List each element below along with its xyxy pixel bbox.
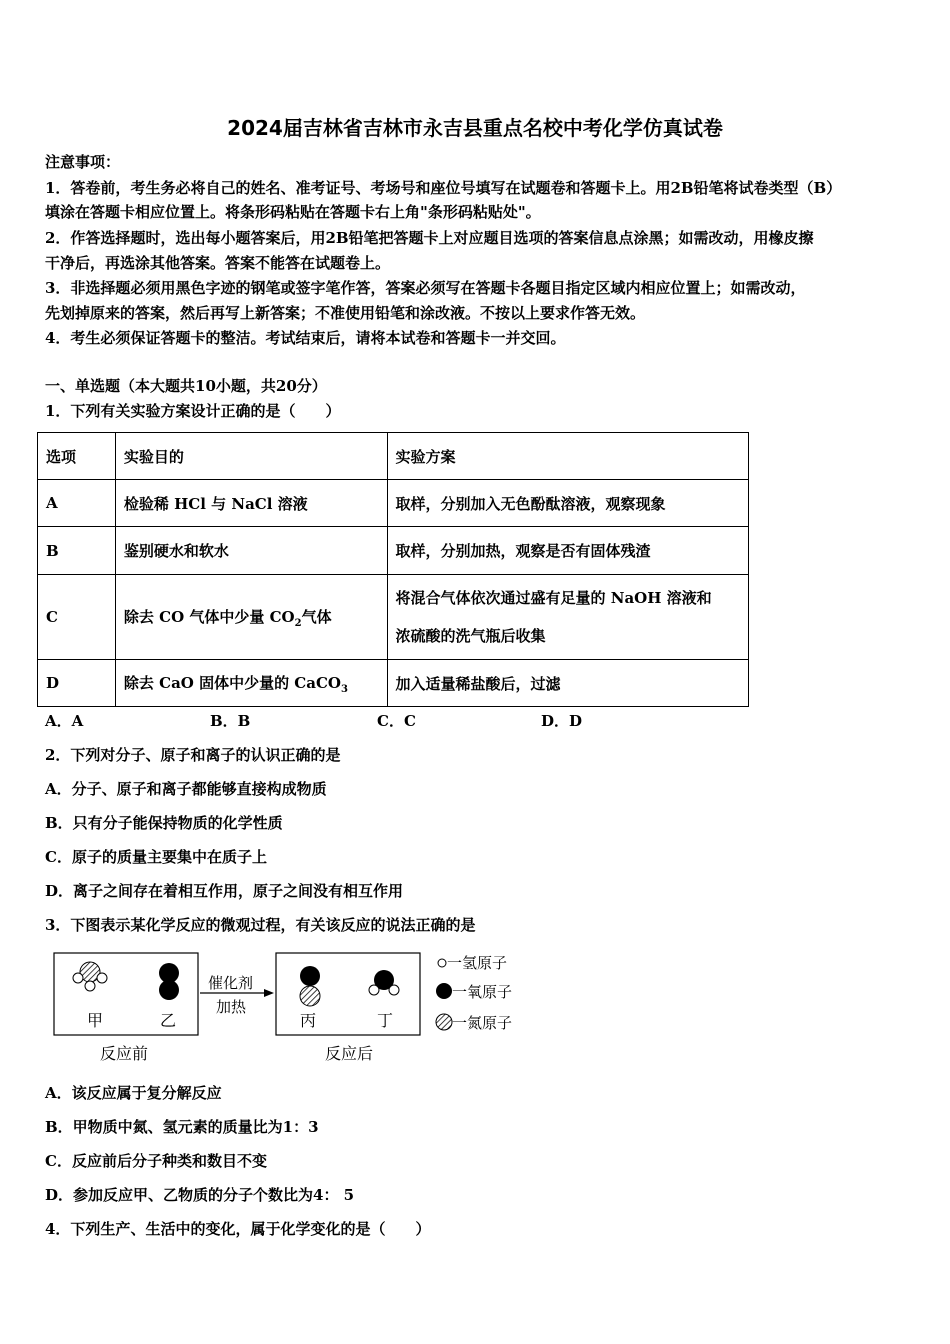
table-cell-option: A [38,480,116,527]
table-header-row [38,433,749,480]
purpose-text: 除去 CO 气体中少量 CO [123,607,295,626]
table-cell-purpose: 鉴别硬水和软水 [115,527,387,575]
oxygen-molecule [159,963,179,1000]
legend-oxygen: 一氧原子 [452,983,513,1001]
q1-stem: 1．下列有关实验方案设计正确的是（ ） [45,402,341,420]
label-ding: 丁 [377,1011,394,1030]
purpose-text: 除去 CaO 固体中少量的 CaCO [123,673,341,692]
legend-oxygen-icon [436,983,452,999]
q4-stem: 4．下列生产、生活中的变化，属于化学变化的是（ ） [45,1220,431,1238]
legend-nitrogen: 一氮原子 [452,1014,513,1032]
purpose-text: 气体 [301,607,332,626]
table-row [38,480,749,527]
q2-stem: 2．下列对分子、原子和离子的认识正确的是 [45,746,341,764]
q1-choice-a: A．A [45,712,84,730]
table-cell-plan: 取样，分别加入无色酚酞溶液，观察现象 [387,480,748,527]
q3-option-b: B．甲物质中氮、氢元素的质量比为1：3 [45,1118,319,1136]
table-row [38,575,749,660]
q3-option-d: D．参加反应甲、乙物质的分子个数比为4： 5 [45,1186,355,1204]
notice-line: 填涂在答题卡相应位置上。将条形码粘贴在答题卡右上角"条形码粘贴处"。 [45,203,541,221]
legend-hydrogen-icon [438,959,446,967]
caption-before: 反应前 [100,1044,149,1063]
arrow-head-icon [264,989,274,997]
table-cell-plan: 加入适量稀盐酸后，过滤 [387,660,748,707]
notice-line: 3．非选择题必须用黑色字迹的钢笔或签字笔作答，答案必须写在答题卡各题目指定区域内相应位置上；如需改动， [45,279,806,297]
q2-option-d: D．离子之间存在着相互作用，原子之间没有相互作用 [45,882,404,900]
q1-choice-c: C．C [377,712,416,730]
legend-nitrogen-icon [436,1014,452,1030]
plan-line: 浓硫酸的洗气瓶后收集 [395,627,546,645]
q2-option-a: A．分子、原子和离子都能够直接构成物质 [45,780,327,798]
q1-choice-b: B．B [210,712,251,730]
label-yi: 乙 [160,1011,177,1030]
table-cell-option: B [38,527,116,575]
label-bing: 丙 [300,1011,317,1030]
table-cell-purpose [115,660,387,707]
subscript: 2 [294,617,302,629]
notice-line: 1．答卷前，考生务必将自己的姓名、准考证号、考场号和座位号填写在试题卷和答题卡上。用2B铅笔将试卷类型（B） [45,179,842,197]
q1-choice-d: D．D [541,712,583,730]
notice-line: 4．考生必须保证答题卡的整洁。考试结束后，请将本试卷和答题卡一并交回。 [45,329,566,347]
table-header: 实验目的 [115,433,387,480]
table-cell-purpose: 检验稀 HCl 与 NaCl 溶液 [115,480,387,527]
section-heading: 一、单选题（本大题共10小题，共20分） [45,377,327,395]
plan-line: 将混合气体依次通过盛有足量的 NaOH 溶液和 [395,589,712,607]
notice-line: 先划掉原来的答案，然后再写上新答案；不准使用铅笔和涂改液。不按以上要求作答无效。 [45,304,646,322]
q3-option-c: C．反应前后分子种类和数目不变 [45,1152,267,1170]
q3-stem: 3．下图表示某化学反应的微观过程，有关该反应的说法正确的是 [45,916,476,934]
notice-line: 干净后，再选涂其他答案。答案不能答在试题卷上。 [45,254,391,272]
table-header: 选项 [38,433,116,480]
table-row [38,660,749,707]
arrow-label-heat: 加热 [216,998,247,1016]
subscript: 3 [340,683,348,695]
reaction-diagram [50,945,550,1070]
table-cell-plan: 取样，分别加热，观察是否有固体残渣 [387,527,748,575]
ammonia-molecule [73,962,107,991]
q2-option-b: B．只有分子能保持物质的化学性质 [45,814,283,832]
caption-after: 反应后 [325,1044,374,1063]
table-cell-option: D [38,660,116,707]
q1-table [37,432,749,707]
table-cell-purpose [115,575,387,660]
notice-heading: 注意事项： [45,153,121,171]
notice-line: 2．作答选择题时，选出每小题答案后，用2B铅笔把答题卡上对应题目选项的答案信息点涂黑；如需改动，用橡皮擦 [45,229,814,247]
legend-hydrogen: 一氢原子 [447,954,508,972]
q2-option-c: C．原子的质量主要集中在质子上 [45,848,267,866]
q3-option-a: A．该反应属于复分解反应 [45,1084,222,1102]
water-molecule [369,970,399,995]
nitric-oxide-molecule [300,966,320,1006]
table-row [38,527,749,575]
arrow-label-catalyst: 催化剂 [208,974,254,992]
table-header: 实验方案 [387,433,748,480]
label-jia: 甲 [87,1011,104,1030]
table-cell-option: C [38,575,116,660]
page-title: 2024届吉林省吉林市永吉县重点名校中考化学仿真试卷 [227,116,723,140]
table-cell-plan [387,575,748,660]
after-box [276,953,420,1035]
